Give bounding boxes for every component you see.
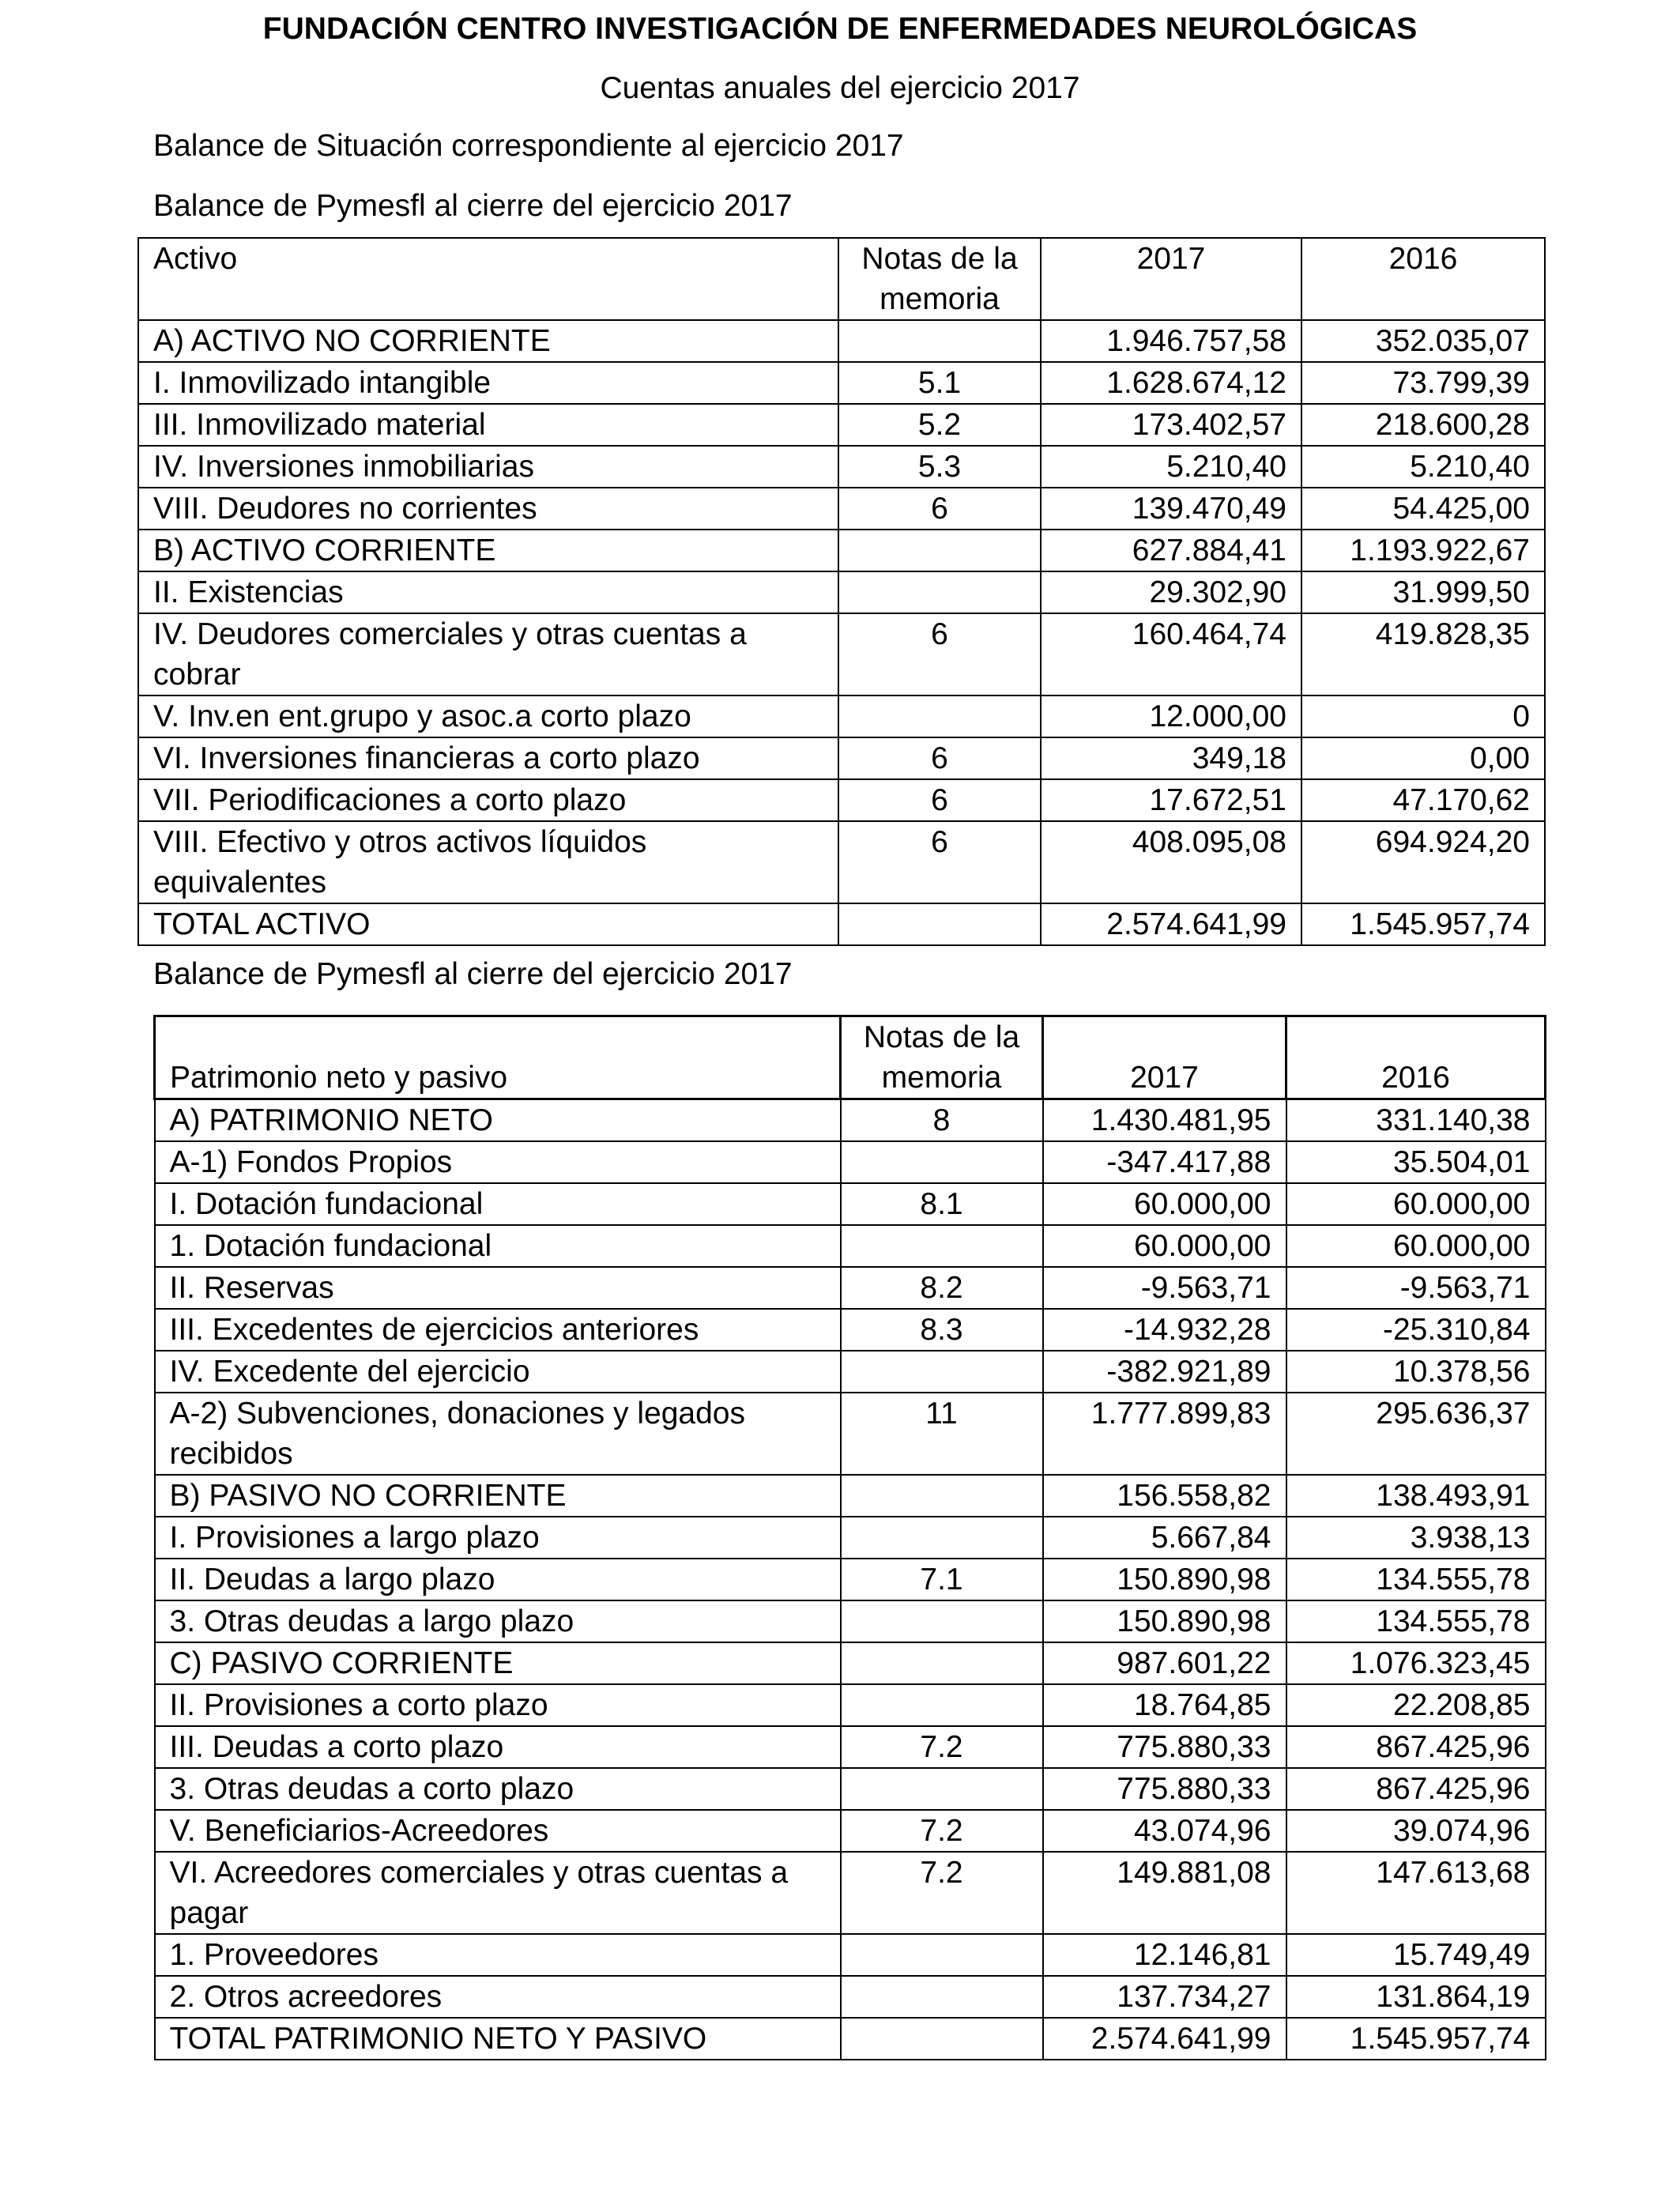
activo-cell-y2017: 139.470,49: [1041, 488, 1301, 530]
pasivo-cell-notes: 7.2: [841, 1852, 1043, 1934]
activo-cell-notes: 5.3: [838, 446, 1041, 488]
activo-cell-y2016: 5.210,40: [1301, 446, 1545, 488]
pasivo-cell-y2017: 775.880,33: [1043, 1768, 1286, 1810]
activo-cell-y2016: 47.170,62: [1301, 779, 1545, 821]
pasivo-cell-concept: IV. Excedente del ejercicio: [155, 1351, 841, 1393]
pasivo-cell-y2016: 147.613,68: [1286, 1852, 1546, 1934]
pasivo-header-2017: 2017: [1043, 1016, 1286, 1099]
pasivo-header-2016: 2016: [1286, 1016, 1546, 1099]
pasivo-cell-y2016: 295.636,37: [1286, 1393, 1546, 1475]
activo-cell-concept: III. Inmovilizado material: [138, 404, 838, 446]
pasivo-cell-notes: [841, 1600, 1043, 1642]
pasivo-cell-y2016: 3.938,13: [1286, 1517, 1546, 1559]
pasivo-cell-concept: III. Deudas a corto plazo: [155, 1726, 841, 1768]
pasivo-cell-y2017: 150.890,98: [1043, 1559, 1286, 1600]
activo-row: [138, 779, 1545, 821]
pasivo-cell-concept: A-1) Fondos Propios: [155, 1141, 841, 1183]
pasivo-cell-concept: II. Provisiones a corto plazo: [155, 1684, 841, 1726]
pasivo-row: [155, 1684, 1546, 1726]
activo-cell-concept: I. Inmovilizado intangible: [138, 362, 838, 404]
activo-cell-y2017: 349,18: [1041, 737, 1301, 779]
activo-row: [138, 903, 1545, 945]
pasivo-cell-y2016: -25.310,84: [1286, 1309, 1546, 1351]
pasivo-cell-y2016: 39.074,96: [1286, 1810, 1546, 1852]
activo-cell-y2016: 352.035,07: [1301, 320, 1545, 362]
activo-cell-y2016: 31.999,50: [1301, 571, 1545, 613]
pasivo-cell-notes: 7.2: [841, 1726, 1043, 1768]
pasivo-row: [155, 1810, 1546, 1852]
activo-cell-concept: TOTAL ACTIVO: [138, 903, 838, 945]
activo-cell-notes: 5.1: [838, 362, 1041, 404]
pasivo-cell-notes: [841, 1351, 1043, 1393]
activo-header-row: [138, 238, 1545, 320]
activo-row: [138, 362, 1545, 404]
activo-cell-y2017: 1.628.674,12: [1041, 362, 1301, 404]
pasivo-cell-y2016: 10.378,56: [1286, 1351, 1546, 1393]
pasivo-cell-notes: [841, 1141, 1043, 1183]
pasivo-row: [155, 1099, 1546, 1142]
activo-cell-concept: IV. Deudores comerciales y otras cuentas a cobrar: [138, 613, 838, 696]
pasivo-cell-y2016: 35.504,01: [1286, 1141, 1546, 1183]
pasivo-table-body: [155, 1099, 1546, 2060]
activo-header-2016: 2016: [1301, 238, 1545, 320]
pasivo-cell-y2016: 131.864,19: [1286, 1976, 1546, 2018]
activo-cell-y2016: 0,00: [1301, 737, 1545, 779]
activo-row: [138, 613, 1545, 696]
activo-row: [138, 821, 1545, 903]
activo-cell-notes: 6: [838, 821, 1041, 903]
pasivo-row: [155, 1517, 1546, 1559]
activo-header-notes: Notas de la memoria: [838, 238, 1041, 320]
activo-header-2017: 2017: [1041, 238, 1301, 320]
pasivo-cell-notes: [841, 1642, 1043, 1684]
pasivo-cell-notes: 8.1: [841, 1183, 1043, 1225]
pasivo-cell-concept: III. Excedentes de ejercicios anteriores: [155, 1309, 841, 1351]
activo-cell-notes: [838, 571, 1041, 613]
pasivo-cell-y2017: 156.558,82: [1043, 1475, 1286, 1517]
pasivo-cell-notes: 7.1: [841, 1559, 1043, 1600]
pasivo-cell-notes: 7.2: [841, 1810, 1043, 1852]
pasivo-table: [153, 1015, 1546, 2060]
pasivo-cell-y2016: 60.000,00: [1286, 1225, 1546, 1267]
pasivo-cell-notes: 8.3: [841, 1309, 1043, 1351]
activo-cell-y2016: 0: [1301, 696, 1545, 737]
activo-header-concept: Activo: [138, 238, 838, 320]
activo-cell-y2017: 2.574.641,99: [1041, 903, 1301, 945]
activo-row: [138, 320, 1545, 362]
activo-table-body: [138, 320, 1545, 945]
pasivo-cell-concept: 3. Otras deudas a corto plazo: [155, 1768, 841, 1810]
pasivo-cell-y2016: 15.749,49: [1286, 1934, 1546, 1976]
pasivo-cell-y2017: 775.880,33: [1043, 1726, 1286, 1768]
activo-cell-y2016: 419.828,35: [1301, 613, 1545, 696]
activo-cell-y2017: 17.672,51: [1041, 779, 1301, 821]
pasivo-cell-y2016: 1.076.323,45: [1286, 1642, 1546, 1684]
activo-cell-notes: 6: [838, 779, 1041, 821]
pasivo-cell-notes: 8: [841, 1099, 1043, 1142]
activo-cell-notes: 6: [838, 737, 1041, 779]
activo-cell-y2017: 160.464,74: [1041, 613, 1301, 696]
activo-cell-notes: [838, 903, 1041, 945]
activo-cell-notes: [838, 696, 1041, 737]
pasivo-table-heading: Balance de Pymesfl al cierre del ejercicio 2017: [153, 957, 793, 991]
activo-row: [138, 530, 1545, 571]
pasivo-row: [155, 1393, 1546, 1475]
pasivo-cell-y2016: 60.000,00: [1286, 1183, 1546, 1225]
activo-cell-notes: [838, 530, 1041, 571]
pasivo-row: [155, 1642, 1546, 1684]
pasivo-row: [155, 1351, 1546, 1393]
activo-cell-y2016: 73.799,39: [1301, 362, 1545, 404]
pasivo-header-row: [155, 1016, 1546, 1099]
pasivo-cell-notes: [841, 1684, 1043, 1726]
document-title: FUNDACIÓN CENTRO INVESTIGACIÓN DE ENFERMEDADES NEUROLÓGICAS: [262, 12, 1418, 46]
pasivo-cell-y2017: -347.417,88: [1043, 1141, 1286, 1183]
activo-cell-notes: 6: [838, 488, 1041, 530]
activo-cell-y2016: 218.600,28: [1301, 404, 1545, 446]
pasivo-cell-y2017: 60.000,00: [1043, 1225, 1286, 1267]
activo-cell-y2016: 1.545.957,74: [1301, 903, 1545, 945]
pasivo-cell-y2017: 5.667,84: [1043, 1517, 1286, 1559]
pasivo-cell-y2016: -9.563,71: [1286, 1267, 1546, 1309]
pasivo-cell-notes: [841, 1934, 1043, 1976]
activo-cell-y2016: 54.425,00: [1301, 488, 1545, 530]
activo-cell-y2017: 408.095,08: [1041, 821, 1301, 903]
activo-cell-concept: B) ACTIVO CORRIENTE: [138, 530, 838, 571]
activo-row: [138, 737, 1545, 779]
pasivo-cell-y2017: 1.777.899,83: [1043, 1393, 1286, 1475]
activo-table-heading: Balance de Pymesfl al cierre del ejercicio 2017: [153, 189, 793, 223]
pasivo-cell-concept: 1. Proveedores: [155, 1934, 841, 1976]
pasivo-cell-y2016: 134.555,78: [1286, 1559, 1546, 1600]
pasivo-cell-concept: 2. Otros acreedores: [155, 1976, 841, 2018]
pasivo-header-notes: Notas de la memoria: [841, 1016, 1043, 1099]
pasivo-row: [155, 1225, 1546, 1267]
pasivo-cell-y2017: -382.921,89: [1043, 1351, 1286, 1393]
pasivo-cell-notes: [841, 1517, 1043, 1559]
activo-cell-notes: [838, 320, 1041, 362]
activo-cell-y2017: 12.000,00: [1041, 696, 1301, 737]
pasivo-cell-concept: II. Deudas a largo plazo: [155, 1559, 841, 1600]
pasivo-cell-notes: [841, 2018, 1043, 2060]
pasivo-cell-y2016: 138.493,91: [1286, 1475, 1546, 1517]
activo-cell-concept: A) ACTIVO NO CORRIENTE: [138, 320, 838, 362]
pasivo-row: [155, 1267, 1546, 1309]
activo-row: [138, 488, 1545, 530]
pasivo-row: [155, 1475, 1546, 1517]
pasivo-cell-notes: 8.2: [841, 1267, 1043, 1309]
activo-cell-concept: IV. Inversiones inmobiliarias: [138, 446, 838, 488]
activo-row: [138, 571, 1545, 613]
activo-cell-notes: 6: [838, 613, 1041, 696]
activo-cell-notes: 5.2: [838, 404, 1041, 446]
pasivo-cell-notes: [841, 1768, 1043, 1810]
pasivo-row: [155, 1852, 1546, 1934]
pasivo-cell-y2017: 2.574.641,99: [1043, 2018, 1286, 2060]
pasivo-cell-y2016: 22.208,85: [1286, 1684, 1546, 1726]
document-subtitle: Cuentas anuales del ejercicio 2017: [600, 71, 1080, 105]
pasivo-cell-y2017: 137.734,27: [1043, 1976, 1286, 2018]
pasivo-cell-notes: [841, 1976, 1043, 2018]
pasivo-row: [155, 1183, 1546, 1225]
pasivo-cell-y2016: 1.545.957,74: [1286, 2018, 1546, 2060]
pasivo-cell-y2016: 867.425,96: [1286, 1726, 1546, 1768]
pasivo-row: [155, 1309, 1546, 1351]
pasivo-cell-y2017: 150.890,98: [1043, 1600, 1286, 1642]
pasivo-cell-concept: 3. Otras deudas a largo plazo: [155, 1600, 841, 1642]
pasivo-row: [155, 1141, 1546, 1183]
pasivo-cell-notes: [841, 1475, 1043, 1517]
pasivo-cell-y2017: 43.074,96: [1043, 1810, 1286, 1852]
activo-cell-concept: VII. Periodificaciones a corto plazo: [138, 779, 838, 821]
activo-cell-y2017: 627.884,41: [1041, 530, 1301, 571]
activo-cell-concept: VIII. Deudores no corrientes: [138, 488, 838, 530]
pasivo-cell-y2017: 12.146,81: [1043, 1934, 1286, 1976]
pasivo-cell-concept: II. Reservas: [155, 1267, 841, 1309]
activo-cell-y2017: 1.946.757,58: [1041, 320, 1301, 362]
pasivo-row: [155, 1934, 1546, 1976]
activo-cell-concept: V. Inv.en ent.grupo y asoc.a corto plazo: [138, 696, 838, 737]
pasivo-row: [155, 2018, 1546, 2060]
pasivo-cell-y2016: 331.140,38: [1286, 1099, 1546, 1142]
pasivo-cell-concept: C) PASIVO CORRIENTE: [155, 1642, 841, 1684]
pasivo-cell-concept: I. Provisiones a largo plazo: [155, 1517, 841, 1559]
pasivo-cell-concept: V. Beneficiarios-Acreedores: [155, 1810, 841, 1852]
pasivo-cell-concept: I. Dotación fundacional: [155, 1183, 841, 1225]
pasivo-cell-concept: TOTAL PATRIMONIO NETO Y PASIVO: [155, 2018, 841, 2060]
activo-row: [138, 446, 1545, 488]
pasivo-cell-notes: 11: [841, 1393, 1043, 1475]
activo-cell-concept: VI. Inversiones financieras a corto plazo: [138, 737, 838, 779]
pasivo-cell-y2017: -14.932,28: [1043, 1309, 1286, 1351]
activo-cell-y2016: 694.924,20: [1301, 821, 1545, 903]
pasivo-cell-y2016: 134.555,78: [1286, 1600, 1546, 1642]
activo-cell-concept: II. Existencias: [138, 571, 838, 613]
pasivo-cell-y2017: 149.881,08: [1043, 1852, 1286, 1934]
activo-table: [137, 237, 1546, 946]
pasivo-row: [155, 1726, 1546, 1768]
pasivo-row: [155, 1768, 1546, 1810]
pasivo-cell-y2017: 1.430.481,95: [1043, 1099, 1286, 1142]
pasivo-cell-concept: VI. Acreedores comerciales y otras cuentas a pagar: [155, 1852, 841, 1934]
balance-heading: Balance de Situación correspondiente al ejercicio 2017: [153, 129, 904, 163]
pasivo-header-concept: Patrimonio neto y pasivo: [155, 1016, 841, 1099]
pasivo-cell-y2017: 18.764,85: [1043, 1684, 1286, 1726]
pasivo-cell-concept: 1. Dotación fundacional: [155, 1225, 841, 1267]
activo-cell-y2016: 1.193.922,67: [1301, 530, 1545, 571]
activo-cell-y2017: 5.210,40: [1041, 446, 1301, 488]
pasivo-cell-notes: [841, 1225, 1043, 1267]
pasivo-cell-y2016: 867.425,96: [1286, 1768, 1546, 1810]
activo-row: [138, 696, 1545, 737]
pasivo-row: [155, 1559, 1546, 1600]
activo-cell-concept: VIII. Efectivo y otros activos líquidos equivalentes: [138, 821, 838, 903]
pasivo-cell-y2017: -9.563,71: [1043, 1267, 1286, 1309]
activo-row: [138, 404, 1545, 446]
pasivo-row: [155, 1976, 1546, 2018]
pasivo-cell-y2017: 60.000,00: [1043, 1183, 1286, 1225]
pasivo-cell-concept: A) PATRIMONIO NETO: [155, 1099, 841, 1142]
pasivo-row: [155, 1600, 1546, 1642]
pasivo-cell-concept: B) PASIVO NO CORRIENTE: [155, 1475, 841, 1517]
pasivo-cell-y2017: 987.601,22: [1043, 1642, 1286, 1684]
pasivo-cell-concept: A-2) Subvenciones, donaciones y legados recibidos: [155, 1393, 841, 1475]
activo-cell-y2017: 173.402,57: [1041, 404, 1301, 446]
activo-cell-y2017: 29.302,90: [1041, 571, 1301, 613]
